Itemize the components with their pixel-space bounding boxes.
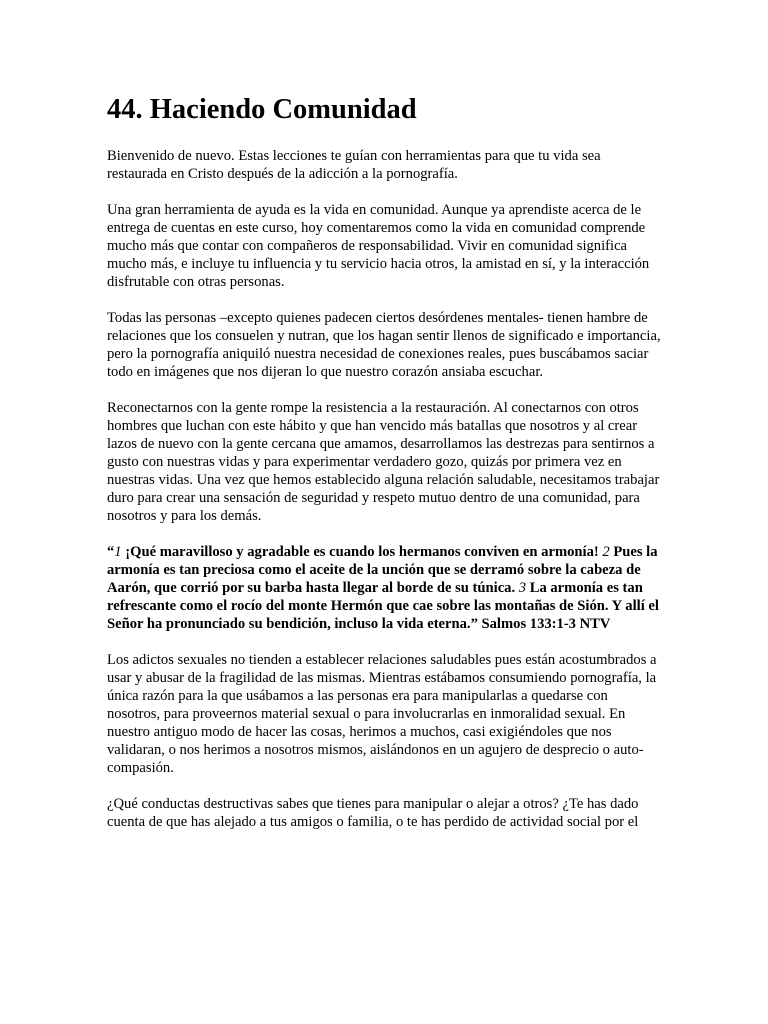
quote-open-mark: “ — [107, 544, 115, 560]
verse-text-1: ¡Qué maravilloso y agradable es cuando los hermanos conviven en armonía! — [121, 544, 603, 560]
document-page — [107, 92, 662, 849]
scripture-quote — [107, 543, 662, 633]
intro-paragraph: Bienvenido de nuevo. Estas lecciones te guían con herramientas para que tu vida sea restaurada en Cristo después de la adicción a la pornografía. — [107, 148, 601, 182]
community-paragraph: Una gran herramienta de ayuda es la vida en comunidad. Aunque ya aprendiste acerca de le entrega de cuentas en este curso, hoy comentaremos como la vida en comunidad comprende mucho más que contar con compañeros de responsabilidad. Vivir en comunidad significa mucho más, e incluye tu influencia y tu servicio hacia otros, la amistad en sí, y la interacción disfrutable con otras personas. — [107, 202, 650, 290]
verse-number-3: 3 — [518, 580, 527, 596]
verse-text-3: La armonía es tan refrescante como el rocío del monte Hermón que cae sobre las montañas de Sión. Y allí el Señor ha pronunciado su bendición, incluso la vida eterna.” Salmos 133:1-3 NTV — [107, 580, 659, 632]
verse-number-2: 2 — [602, 544, 610, 560]
document-title: 44. Haciendo Comunidad — [107, 94, 417, 125]
addicts-paragraph: Los adictos sexuales no tienden a establecer relaciones saludables pues están acostumbrados a usar y abusar de la fragilidad de las mismas. Mientras estábamos consumiendo pornografía, la única razón para la que usábamos a las personas era para manipularlas a quedarse con nosotros, para proveernos material sexual o para involucrarlas en inmoralidad sexual. En nuestro antiguo modo de hacer las cosas, herimos a muchos, casi exigiéndoles que nos validaran, o nos herimos a nosotros mismos, aislándonos en un agujero de desprecio o auto-compasión. — [107, 652, 657, 776]
verse-text-2: Pues la armonía es tan preciosa como el aceite de la unción que se derramó sobre la cabeza de Aarón, que corrió por su barba hasta llegar al borde de su túnica. — [107, 544, 658, 596]
verse-number-1: 1 — [114, 544, 122, 560]
reconnect-paragraph: Reconectarnos con la gente rompe la resistencia a la restauración. Al conectarnos con otros hombres que luchan con este hábito y que han vencido más batallas que nosotros y al crear lazos de nuevo con la gente cercana que amamos, desarrollamos las destrezas para sentirnos a gusto con nuestras vidas y para experimentar verdadero gozo, quizás por primera vez en nuestras vidas. Una vez que hemos establecido alguna relación saludable, necesitamos trabajar duro para crear una sensación de seguridad y respeto mutuo dentro de una comunidad, para nosotros y para los demás. — [107, 400, 660, 524]
relationships-paragraph: Todas las personas –excepto quienes padecen ciertos desórdenes mentales- tienen hambre de relaciones que los consuelen y nutran, que los hagan sentir llenos de significado e importancia, pero la pornografía aniquiló nuestra necesidad de conexiones reales, pues buscábamos saciar todo en imágenes que nos dijeran lo que nuestro corazón ansiaba escuchar. — [107, 310, 661, 380]
question-paragraph: ¿Qué conductas destructivas sabes que tienes para manipular o alejar a otros? ¿Te has dado cuenta de que has alejado a tus amigos o familia, o te has perdido de actividad social por el — [107, 796, 639, 830]
